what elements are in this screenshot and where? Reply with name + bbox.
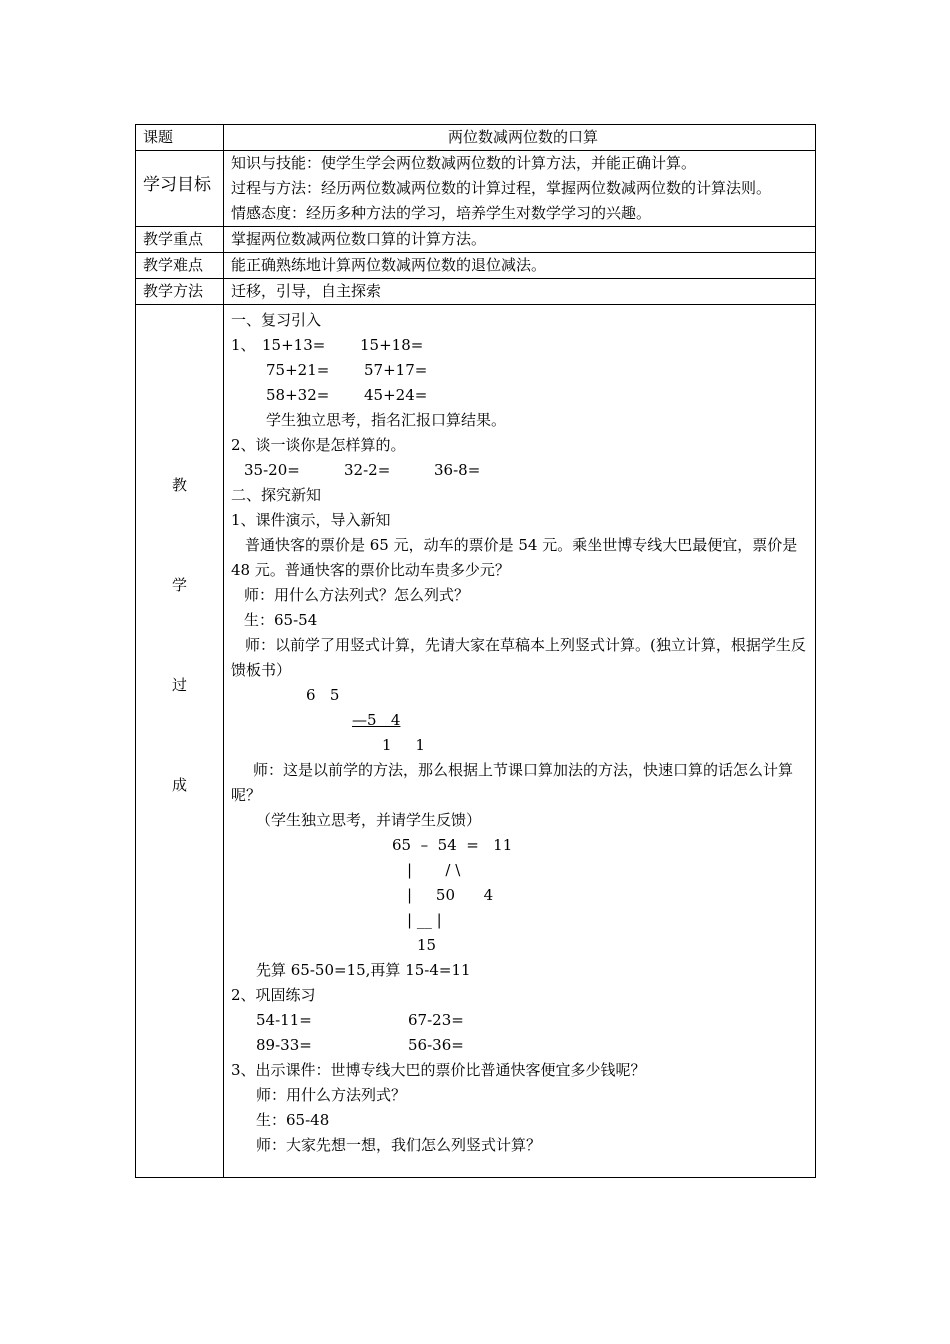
practice-row1-a: 54-11= (256, 1011, 312, 1029)
talk-expr-2: 32-2= (344, 461, 391, 479)
practice-row2-a: 89-33= (256, 1036, 312, 1054)
student-answer-1: 生：65-54 (244, 611, 318, 629)
process-row (136, 305, 816, 1178)
objectives-content (224, 151, 816, 227)
split-line-4: | __ | (407, 911, 442, 929)
review-note: 学生独立思考，指名汇报口算结果。 (266, 411, 507, 429)
review-row1-a: 15+13= (262, 336, 326, 354)
difficulty-label: 教学难点 (136, 253, 224, 279)
courseware-heading: 3、出示课件：世博专线大巴的票价比普通快客便宜多少钱呢？ (231, 1061, 646, 1079)
review-row3-a: 58+32= (266, 386, 330, 404)
key-point-text: 掌握两位数减两位数口算的计算方法。 (224, 227, 816, 253)
review-row1-b: 15+18= (360, 336, 424, 354)
teacher-question-4: 师：用什么方法列式？ (256, 1086, 407, 1104)
method-text: 迁移，引导，自主探索 (224, 279, 816, 305)
process-canvas (224, 305, 815, 1177)
explore-heading: 二、探究新知 (231, 486, 322, 504)
difficulty-text: 能正确熟练地计算两位数减两位数的退位减法。 (224, 253, 816, 279)
problem-text: 普通快客的票价是 65 元，动车的票价是 54 元。乘坐世博专线大巴最便宜，票价是 48 元。普通快客的票价比动车贵多少元？ (231, 536, 798, 579)
process-content (224, 305, 816, 1178)
key-point-label: 教学重点 (136, 227, 224, 253)
method-row (136, 279, 816, 305)
practice-row1-b: 67-23= (408, 1011, 464, 1029)
teacher-question-1: 师：用什么方法列式？怎么列式？ (244, 586, 470, 604)
split-line-5: 15 (417, 936, 437, 954)
student-think-note: （学生独立思考，并请学生反馈） (256, 811, 482, 829)
objective-process: 过程与方法：经历两位数减两位数的计算过程，掌握两位数减两位数的计算法则。 (231, 179, 772, 197)
teacher-question-5: 师：大家先想一想，我们怎么列竖式计算？ (256, 1136, 542, 1154)
topic-label: 课题 (136, 125, 224, 151)
difficulty-row (136, 253, 816, 279)
process-label-char-2: 学 (171, 576, 187, 594)
split-line-1: 65 – 54 = 11 (392, 836, 513, 854)
review-item1-prefix: 1、 (231, 336, 256, 354)
process-label-char-1: 教 (171, 476, 187, 494)
vertical-calc-result: 1 1 (382, 736, 425, 754)
lesson-plan-table (135, 124, 816, 1178)
teacher-question-3: 师：这是以前学的方法，那么根据上节课口算加法的方法，快速口算的话怎么计算呢？ (231, 761, 794, 804)
topic-row (136, 125, 816, 151)
objective-attitude: 情感态度：经历多种方法的学习，培养学生对数学学习的兴趣。 (231, 204, 652, 222)
objectives-label-text: 学习目标 (143, 175, 211, 195)
talk-expr-3: 36-8= (434, 461, 481, 479)
review-row3-b: 45+24= (364, 386, 428, 404)
talk-heading: 2、谈一谈你是怎样算的。 (231, 436, 406, 454)
split-line-2: | / \ (407, 861, 461, 879)
vertical-calc-top: 6 5 (306, 686, 340, 704)
demo-heading: 1、课件演示，导入新知 (231, 511, 391, 529)
objective-knowledge: 知识与技能：使学生学会两位数减两位数的计算方法，并能正确计算。 (231, 154, 697, 172)
process-label (136, 305, 224, 1178)
review-heading: 一、复习引入 (231, 311, 322, 329)
topic-title: 两位数减两位数的口算 (224, 125, 816, 151)
split-line-3: | 50 4 (407, 886, 494, 904)
practice-row2-b: 56-36= (408, 1036, 464, 1054)
method-label: 教学方法 (136, 279, 224, 305)
objectives-label (136, 151, 224, 227)
review-row2-b: 57+17= (364, 361, 428, 379)
objectives-row (136, 151, 816, 227)
process-label-char-3: 过 (171, 676, 187, 694)
key-point-row (136, 227, 816, 253)
student-answer-2: 生：65-48 (256, 1111, 330, 1129)
practice-heading: 2、巩固练习 (231, 986, 316, 1004)
talk-expr-1: 35-20= (244, 461, 300, 479)
vertical-calc-subtrahend: —5 4 (352, 711, 401, 729)
teacher-question-2: 师：以前学了用竖式计算，先请大家在草稿本上列竖式计算。(独立计算，根据学生反馈板书） (231, 636, 806, 679)
first-calc-note: 先算 65-50=15,再算 15-4=11 (256, 961, 471, 979)
review-row2-a: 75+21= (266, 361, 330, 379)
process-label-char-4: 成 (171, 776, 187, 794)
